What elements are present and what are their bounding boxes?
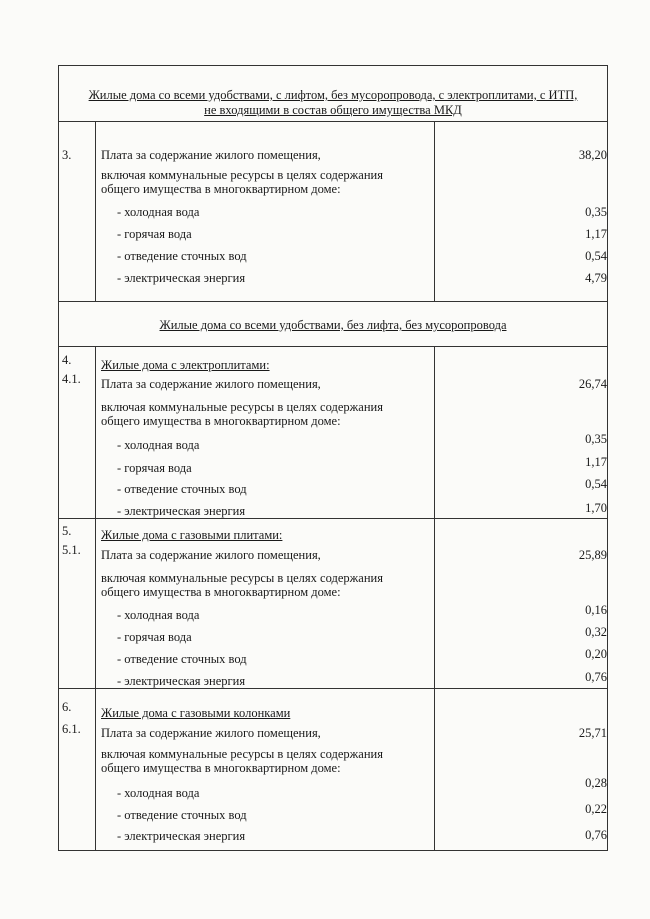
item-value: 1,17 (585, 455, 607, 469)
item-label: - отведение сточных вод (117, 652, 247, 666)
section1-header-line2: не входящими в состав общего имущества МКД (204, 103, 462, 117)
divider (59, 346, 607, 347)
column-divider (95, 121, 96, 302)
item-value: 0,22 (585, 802, 607, 816)
fee-value: 25,89 (578, 548, 607, 562)
fee-label: Плата за содержание жилого помещения, (101, 726, 321, 740)
item-value: 0,35 (585, 432, 607, 446)
item-label: - холодная вода (117, 438, 200, 452)
included-note-line1: включая коммунальные ресурсы в целях содержания (101, 571, 383, 585)
item-label: - электрическая энергия (117, 674, 246, 688)
included-note-line2: общего имущества в многоквартирном доме: (101, 585, 341, 599)
included-note-line2: общего имущества в многоквартирном доме: (101, 414, 341, 428)
item-label: - электрическая энергия (117, 504, 246, 518)
item-value: 0,54 (585, 477, 607, 491)
item-label: - отведение сточных вод (117, 808, 247, 822)
item-label: - отведение сточных вод (117, 482, 247, 496)
row-number: 3. (62, 148, 72, 162)
included-note-line1: включая коммунальные ресурсы в целях содержания (101, 400, 383, 414)
fee-label: Плата за содержание жилого помещения, (101, 148, 321, 162)
column-divider (434, 346, 435, 851)
item-value: 4,79 (585, 271, 607, 285)
item-value: 0,16 (585, 603, 607, 617)
row-subnumber: 4.1. (62, 372, 81, 386)
section1-header-line1: Жилые дома со всеми удобствами, с лифтом, без мусоропровода, с электроплитами, с ИТП, (88, 88, 578, 102)
fee-label: Плата за содержание жилого помещения, (101, 377, 321, 391)
item-label: - горячая вода (117, 227, 192, 241)
row-number: 6. (62, 700, 72, 714)
divider (59, 301, 607, 302)
item-value: 1,70 (585, 501, 607, 515)
group-title: Жилые дома с газовыми плитами: (101, 528, 283, 542)
item-value: 1,17 (585, 227, 607, 241)
divider (59, 518, 607, 519)
section2-header: Жилые дома со всеми удобствами, без лифта, без мусоропровода (159, 318, 507, 332)
row-subnumber: 5.1. (62, 543, 81, 557)
divider (59, 121, 607, 122)
item-value: 0,20 (585, 647, 607, 661)
fee-value: 38,20 (578, 148, 607, 162)
item-value: 0,28 (585, 776, 607, 790)
group-title: Жилые дома с газовыми колонками (101, 706, 291, 720)
item-value: 0,54 (585, 249, 607, 263)
row-number: 4. (62, 353, 72, 367)
tariff-table (58, 65, 608, 851)
column-divider (434, 121, 435, 302)
item-value: 0,32 (585, 625, 607, 639)
row-subnumber: 6.1. (62, 722, 81, 736)
item-label: - холодная вода (117, 786, 200, 800)
item-label: - отведение сточных вод (117, 249, 247, 263)
item-value: 0,76 (585, 670, 607, 684)
included-note-line2: общего имущества в многоквартирном доме: (101, 182, 341, 196)
item-label: - горячая вода (117, 630, 192, 644)
included-note-line2: общего имущества в многоквартирном доме: (101, 761, 341, 775)
item-label: - холодная вода (117, 608, 200, 622)
item-label: - холодная вода (117, 205, 200, 219)
item-value: 0,35 (585, 205, 607, 219)
row-number: 5. (62, 524, 72, 538)
item-label: - горячая вода (117, 461, 192, 475)
fee-value: 25,71 (578, 726, 607, 740)
item-label: - электрическая энергия (117, 829, 246, 843)
column-divider (95, 346, 96, 851)
group-title: Жилые дома с электроплитами: (101, 358, 270, 372)
item-label: - электрическая энергия (117, 271, 246, 285)
divider (59, 688, 607, 689)
item-value: 0,76 (585, 828, 607, 842)
included-note-line1: включая коммунальные ресурсы в целях содержания (101, 747, 383, 761)
included-note-line1: включая коммунальные ресурсы в целях содержания (101, 168, 383, 182)
fee-value: 26,74 (578, 377, 607, 391)
fee-label: Плата за содержание жилого помещения, (101, 548, 321, 562)
